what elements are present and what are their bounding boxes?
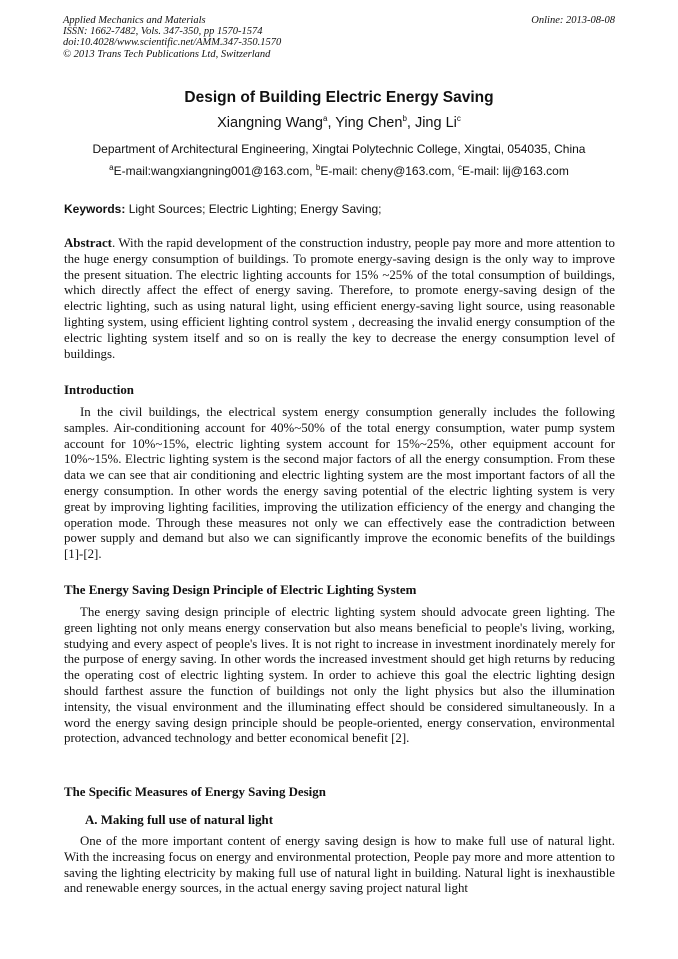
paper-title: Design of Building Electric Energy Saving [184, 89, 494, 106]
email-superscript: b [315, 163, 321, 172]
email-address: E-mail: lij@163.com [461, 164, 569, 178]
author-separator: , [406, 115, 415, 131]
doi-line: doi:10.4028/www.scientific.net/AMM.347-350.1570 [63, 37, 282, 49]
author-superscript: c [456, 114, 461, 124]
journal-name: Applied Mechanics and Materials [63, 15, 206, 26]
issn-line: ISSN: 1662-7482, Vols. 347-350, pp 1570-1574 [63, 26, 263, 38]
body-paragraph: One of the more important content of energy saving design is how to make full use of natural light. With the increasing focus on energy and environmental protection, People pay more and more attention to saving the lighting electricity by making full use of natural light in building. Natural light is inexhaustible and renewable energy sources, in the actual energy saving project natural light [64, 834, 615, 896]
author-list [0, 115, 678, 131]
subsection-heading: A. Making full use of natural light [85, 813, 274, 827]
email-address: E-mail:wangxiangning001@163.com, [113, 164, 316, 178]
email-address: E-mail: cheny@163.com, [320, 164, 458, 178]
author-name: Xiangning Wang [217, 115, 323, 131]
abstract-text: . With the rapid development of the construction industry, people pay more and more attention to the huge energy consumption of buildings. To promote energy-saving design is the only way to improve the present situation. The electric lighting accounts for 15% ~25% of the total consumption of buildings, which directly affect the effect of energy saving. Therefore, to promote energy-saving design of the electric lighting, such as using natural light, using efficient energy-saving light source, using reasonable lighting system, using efficient lighting control system , decreasing the invalid energy consumption of the electric lighting system itself and so on is really the key to decrease the energy consumption level of buildings. [64, 236, 615, 361]
email-superscript: a [109, 163, 114, 172]
copyright-line: © 2013 Trans Tech Publications Ltd, Switzerland [63, 48, 271, 60]
section-heading: The Specific Measures of Energy Saving Design [64, 785, 326, 799]
email-list [0, 164, 678, 178]
body-paragraph: The energy saving design principle of electric lighting system should advocate green lighting. The green lighting not only means energy conservation but also means beneficial to people's living, working, studying and every aspect of people's lives. It is not right to increase in investment inordinately merely for the purpose of energy saving. In other words the increased investment should get high returns by reducing the operating cost of electric lighting system. In order to achieve this goal the electric lighting design should farthest assure the function of buildings not only the light physics but also the illumination intensity, the visual environment and the illuminating effect should be considered simultaneously. In a word the energy saving design principle should be people-oriented, energy conservation, environmental protection, advanced technology and better economical benefit [2]. [64, 605, 615, 746]
affiliation: Department of Architectural Engineering, Xingtai Polytechnic College, Xingtai, 054035, China [92, 142, 586, 156]
abstract-label: Abstract [64, 236, 112, 250]
body-paragraph: In the civil buildings, the electrical system energy consumption generally includes the following samples. Air-conditioning account for 40%~50% of the total energy consumption, water pump system account for 10%~15%, electric lighting system account for 15%~25%, other equipment account for 10%~15%. Electric lighting system is the second major factors of all the energy consumption. From these data we can see that air conditioning and electric lighting system are the most important factors of all the energy consumption. In other words the energy saving potential of the electric lighting system is very great by improving lighting facilities, improving the utilization efficiency of the energy and changing the operation mode. Through these measures not only we can effectively ease the contradiction between power supply and demand but also we can significantly improve the economic benefits of the buildings [1]-[2]. [64, 405, 615, 562]
online-date: Online: 2013-08-08 [531, 15, 615, 26]
journal-header [63, 15, 615, 60]
section-heading: Introduction [64, 383, 134, 397]
section-heading: The Energy Saving Design Principle of Electric Lighting System [64, 583, 417, 597]
author-superscript: b [402, 114, 407, 124]
keywords-text: Light Sources; Electric Lighting; Energy Saving; [125, 202, 382, 216]
author-name: Ying Chen [335, 115, 403, 131]
keywords-label: Keywords: [64, 202, 126, 216]
keywords [64, 202, 616, 216]
author-superscript: a [323, 114, 328, 124]
author-separator: , [327, 115, 336, 131]
email-superscript: c [457, 163, 462, 172]
abstract-paragraph [64, 236, 615, 362]
author-name: Jing Li [414, 115, 457, 131]
